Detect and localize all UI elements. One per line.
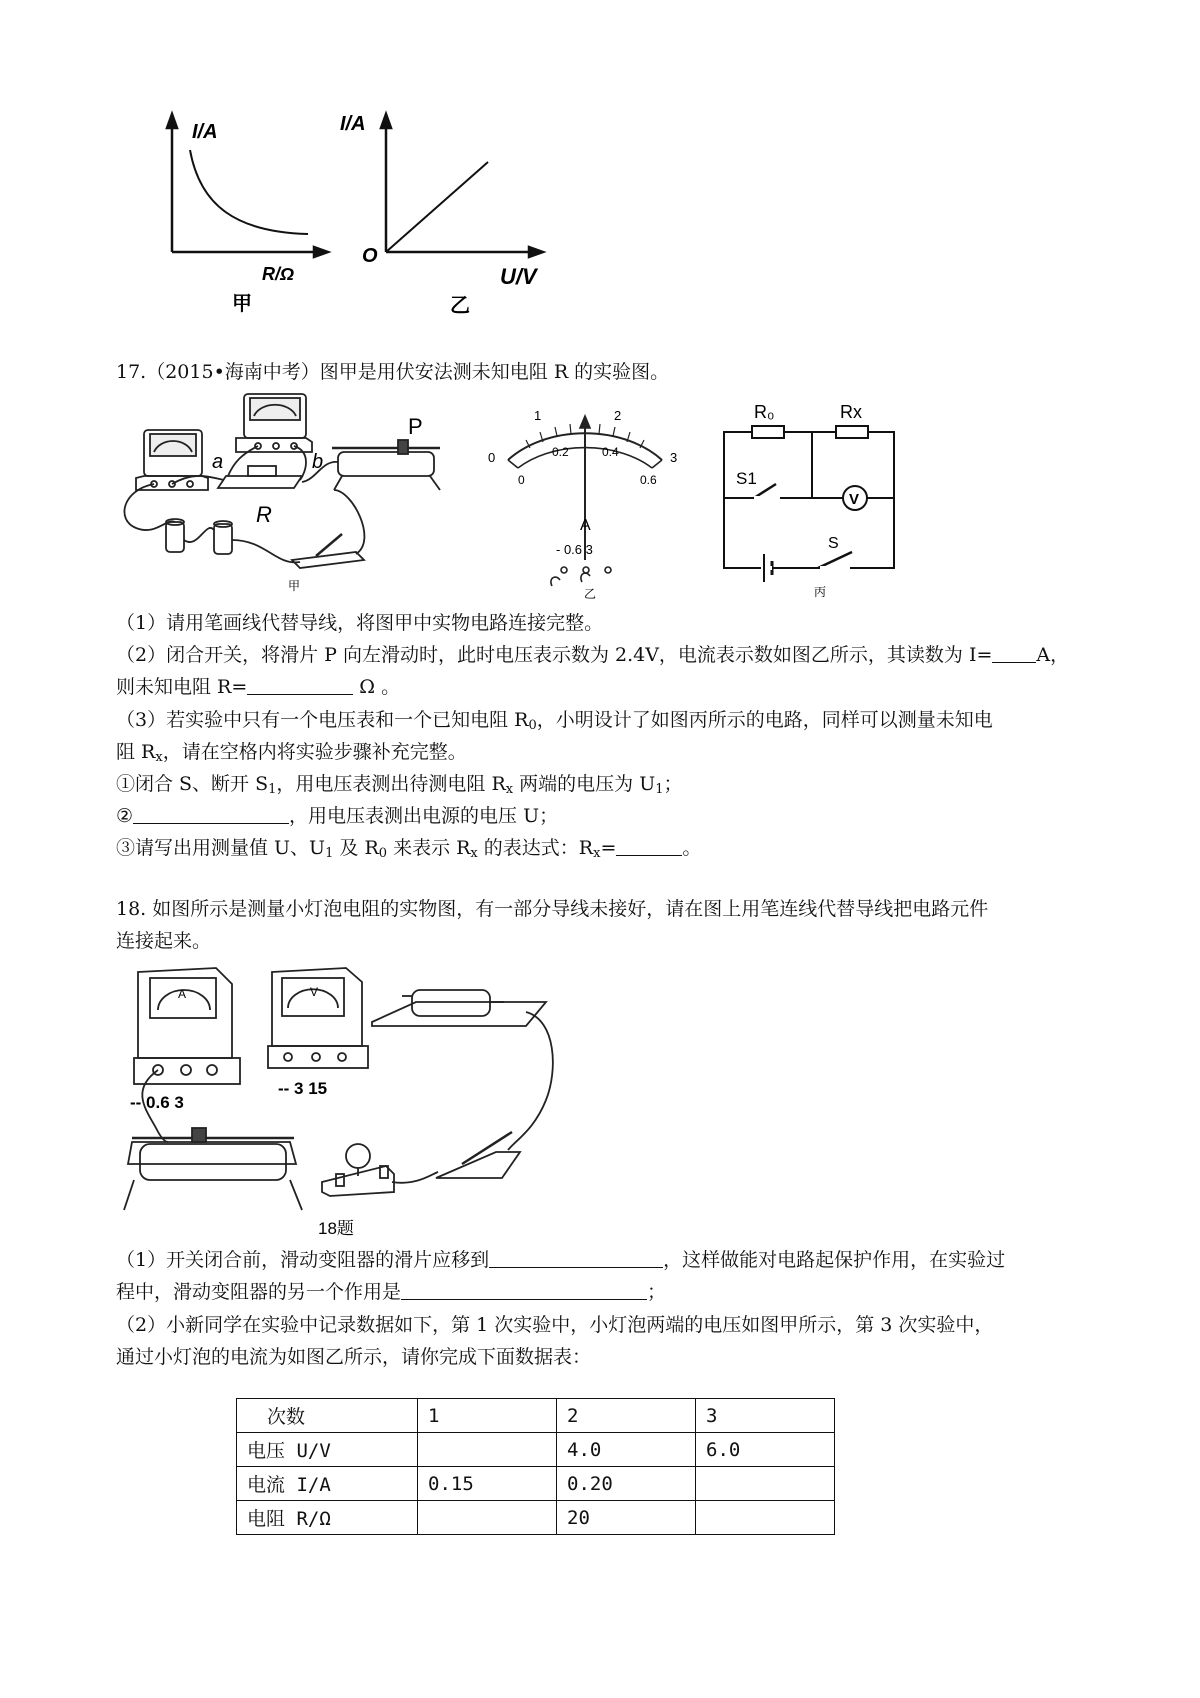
q17-yi-scale-bottom-3: 0.6 bbox=[640, 473, 657, 487]
q17-step3: ③请写出用测量值 U、$U_1$ 及 $R_0$ 来表示 $R_x$ 的表达式：$R_x=$ 。 bbox=[116, 837, 702, 861]
q18-part1-line1: （1）开关闭合前，滑动变阻器的滑片应移到 ，这样做能对电路起保护作用，在实验过 bbox=[116, 1249, 1006, 1271]
graph-jia-caption: 甲 bbox=[232, 293, 252, 315]
table-cell: 4.0 bbox=[557, 1433, 696, 1467]
q18-part1-line2: 程中，滑动变阻器的另一个作用是 ； bbox=[116, 1281, 667, 1303]
q18-ammeter-terminals: -- 0.6 3 bbox=[130, 1093, 184, 1112]
table-cell: 20 bbox=[557, 1501, 696, 1535]
graphs-figure bbox=[150, 110, 570, 320]
graph-yi-caption: 乙 bbox=[450, 295, 470, 317]
table-header-cell: 2 bbox=[557, 1399, 696, 1433]
q17-part1: （1）请用笔画线代替导线，将图甲中实物电路连接完整。 bbox=[116, 612, 604, 634]
q17-part3-line1: （3）若实验中只有一个电压表和一个已知电阻 $R_0$，小明设计了如图丙所示的电路，同样可以测量未知电 bbox=[116, 709, 993, 733]
q18-rheostat-role-blank[interactable] bbox=[401, 1279, 647, 1300]
q17-jia-label-a: a bbox=[212, 451, 224, 473]
table-row bbox=[237, 1467, 835, 1501]
table-row bbox=[237, 1501, 835, 1535]
table-cell[interactable] bbox=[696, 1501, 835, 1535]
q17-expression-blank[interactable] bbox=[616, 835, 682, 856]
table-cell: 0.20 bbox=[557, 1467, 696, 1501]
table-cell: 0.15 bbox=[418, 1467, 557, 1501]
q17-part3-line2: 阻 $R_x$，请在空格内将实验步骤补充完整。 bbox=[116, 741, 467, 765]
q17-jia-label-b: b bbox=[312, 451, 324, 473]
q17-bing-v: V bbox=[849, 491, 860, 508]
q17-yi-scale-bottom-2: 0.4 bbox=[602, 445, 619, 459]
table-row bbox=[237, 1433, 835, 1467]
q18-figure bbox=[116, 960, 596, 1242]
q17-bing-rx: Rx bbox=[840, 402, 862, 422]
table-cell[interactable] bbox=[418, 1501, 557, 1535]
graph-yi-y-label: I/A bbox=[340, 113, 366, 135]
q17-yi-scale-top-0: 0 bbox=[488, 450, 496, 465]
q17-current-blank[interactable] bbox=[992, 642, 1036, 663]
q18-voltmeter-terminals: -- 3 15 bbox=[278, 1079, 328, 1098]
q18-fig-label-v: V bbox=[310, 985, 319, 999]
q17-yi-meter-label: A bbox=[580, 517, 591, 534]
table-cell[interactable] bbox=[418, 1433, 557, 1467]
q17-figure-yi bbox=[480, 400, 700, 600]
q18-fig-label-a: A bbox=[178, 987, 187, 1001]
q17-yi-scale-bottom-1: 0.2 bbox=[552, 445, 569, 459]
q17-yi-scale-top-1: 1 bbox=[534, 408, 542, 423]
q17-part2-line1: （2）闭合开关，将滑片 P 向左滑动时，此时电压表示数为 2.4V，电流表示数如图乙所示，其读数为 I= A， bbox=[116, 644, 1070, 666]
q17-step2-blank[interactable] bbox=[133, 803, 289, 824]
q17-jia-label-p: P bbox=[408, 414, 423, 439]
table-cell: 6.0 bbox=[696, 1433, 835, 1467]
graph-yi bbox=[381, 114, 543, 257]
q17-yi-terminals: - 0.6 3 bbox=[556, 542, 593, 557]
graph-jia-x-label: R/Ω bbox=[262, 264, 295, 284]
table-header-cell: 1 bbox=[418, 1399, 557, 1433]
q18-figure-caption: 18题 bbox=[318, 1219, 354, 1238]
q17-step2: ② ，用电压表测出电源的电压 U； bbox=[116, 805, 559, 827]
q17-bing-r0: R₀ bbox=[754, 402, 775, 422]
q18-slider-position-blank[interactable] bbox=[489, 1247, 663, 1268]
table-header-row bbox=[237, 1399, 835, 1433]
q17-part2-line2: 则未知电阻 R= Ω 。 bbox=[116, 676, 401, 698]
q17-bing-caption: 丙 bbox=[814, 585, 827, 599]
q17-jia-caption: 甲 bbox=[288, 579, 301, 593]
graph-jia-y-label: I/A bbox=[192, 121, 218, 143]
q17-yi-scale-bottom-0: 0 bbox=[518, 473, 525, 487]
q18-stem-line2: 连接起来。 bbox=[116, 930, 212, 952]
table-row-label: 电阻 R/Ω bbox=[237, 1501, 418, 1535]
graph-yi-x-label: U/V bbox=[500, 264, 537, 289]
q17-figure-jia bbox=[116, 390, 466, 595]
table-header-cell: 3 bbox=[696, 1399, 835, 1433]
q17-yi-caption: 乙 bbox=[584, 587, 597, 600]
q17-bing-s: S bbox=[828, 535, 839, 552]
graph-yi-origin: O bbox=[362, 245, 378, 267]
q17-stem: 17.（2015•海南中考）图甲是用伏安法测未知电阻 R 的实验图。 bbox=[116, 361, 670, 383]
q17-bing-s1: S1 bbox=[736, 469, 757, 488]
table-cell[interactable] bbox=[696, 1467, 835, 1501]
q18-part2-line1: （2）小新同学在实验中记录数据如下，第 1 次实验中，小灯泡两端的电压如图甲所示，第 3 次实验中， bbox=[116, 1314, 994, 1336]
q17-yi-scale-top-3: 3 bbox=[670, 450, 678, 465]
table-row-label: 电流 I/A bbox=[237, 1467, 418, 1501]
q17-resistance-blank[interactable] bbox=[247, 674, 353, 695]
q18-data-table bbox=[236, 1398, 835, 1535]
q17-step1: ①闭合 S、断开 $S_1$，用电压表测出待测电阻 $R_x$ 两端的电压为 $U_1$； bbox=[116, 773, 683, 797]
q17-figure-bing bbox=[720, 400, 920, 600]
table-header-cell: 次数 bbox=[237, 1399, 418, 1433]
table-row-label: 电压 U/V bbox=[237, 1433, 418, 1467]
q17-jia-label-r: R bbox=[256, 502, 272, 527]
q18-part2-line2: 通过小灯泡的电流为如图乙所示，请你完成下面数据表： bbox=[116, 1346, 592, 1368]
q18-stem-line1: 18. 如图所示是测量小灯泡电阻的实物图，有一部分导线未接好，请在图上用笔连线代替导线把电路元件 bbox=[116, 898, 989, 920]
q17-yi-scale-top-2: 2 bbox=[614, 408, 622, 423]
